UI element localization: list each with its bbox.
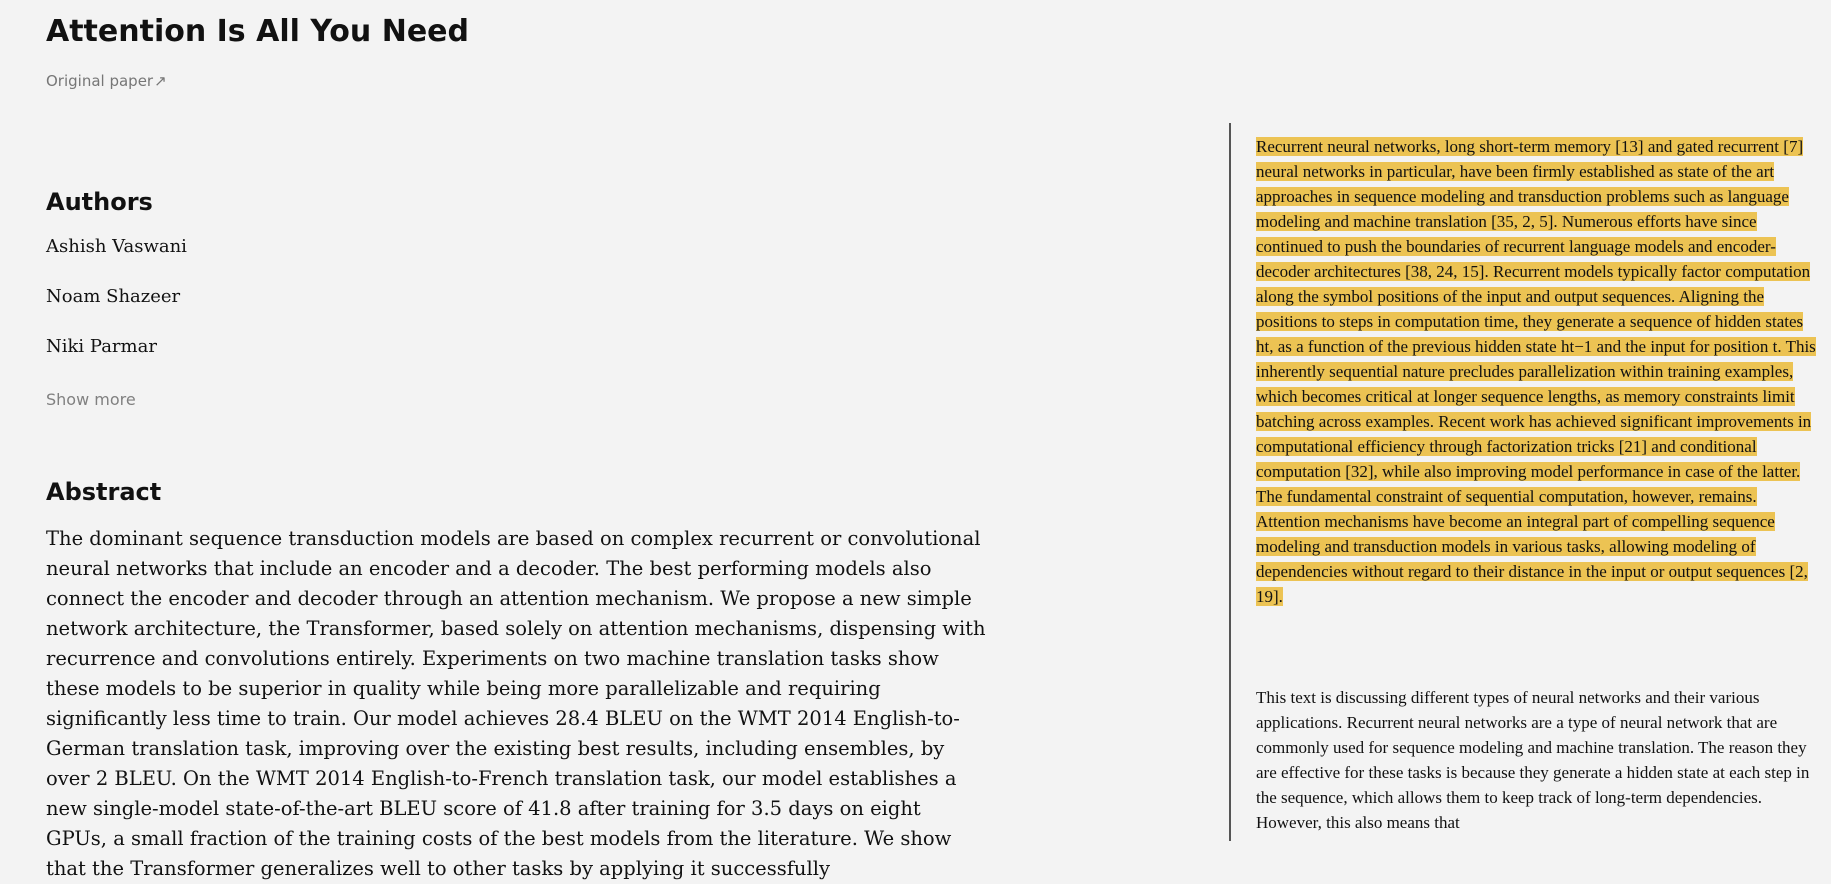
external-arrow-icon: ↗ — [154, 72, 167, 90]
page-title: Attention Is All You Need — [46, 14, 469, 49]
original-paper-link[interactable] — [46, 72, 167, 90]
abstract-text: The dominant sequence transduction models are based on complex recurrent or convolutional neural networks that include an encoder and a decoder. The best performing models also connect the encoder and decoder through an attention mechanism. We propose a new simple network architecture, the Transformer, based solely on attention mechanisms, dispensing with recurrence and convolutions entirely. Experiments on two machine translation tasks show these models to be superior in quality while being more parallelizable and requiring significantly less time to train. Our model achieves 28.4 BLEU on the WMT 2014 English-to-German translation task, improving over the existing best results, including ensembles, by over 2 BLEU. On the WMT 2014 English-to-French translation task, our model establishes a new single-model state-of-the-art BLEU score of 41.8 after training for 3.5 days on eight GPUs, a small fraction of the training costs of the best models from the literature. We show that the Transformer generalizes well to other tasks by applying it successfully — [46, 527, 986, 880]
author-name: Noam Shazeer — [46, 286, 181, 307]
show-more-authors-button[interactable]: Show more — [46, 390, 136, 409]
authors-heading: Authors — [46, 188, 153, 216]
highlighted-passage[interactable] — [1256, 134, 1816, 609]
author-name: Niki Parmar — [46, 336, 157, 357]
panel-divider — [1229, 123, 1231, 841]
highlighted-passage-text: Recurrent neural networks, long short-term memory [13] and gated recurrent [7] neural networks in particular, have been firmly established as state of the art approaches in sequence modeling and transduction problems such as language modeling and machine translation [35, 2, 5]. Numerous efforts have since continued to push the boundaries of recurrent language models and encoder-decoder architectures [38, 24, 15]. Recurrent models typically factor computation along the symbol positions of the input and output sequences. Aligning the positions to steps in computation time, they generate a sequence of hidden states ht, as a function of the previous hidden state ht−1 and the input for position t. This inherently sequential nature precludes parallelization within training examples, which becomes critical at longer sequence lengths, as memory constraints limit batching across examples. Recent work has achieved significant improvements in computational efficiency through factorization tricks [21] and conditional computation [32], while also improving model performance in case of the latter. The fundamental constraint of sequential computation, however, remains. Attention mechanisms have become an integral part of compelling sequence modeling and transduction models in various tasks, allowing modeling of dependencies without regard to their distance in the input or output sequences [2, 19]. — [1256, 137, 1816, 606]
author-name: Ashish Vaswani — [46, 236, 187, 257]
explanation-text: This text is discussing different types of neural networks and their various applications. Recurrent neural networks are a type of neural network that are commonly used for sequence modeling and machine translation. The reason they are effective for these tasks is because they generate a hidden state at each step in the sequence, which allows them to keep track of long-term dependencies. However, this also means that — [1256, 688, 1810, 832]
original-paper-label: Original paper — [46, 72, 154, 90]
abstract-heading: Abstract — [46, 478, 162, 506]
